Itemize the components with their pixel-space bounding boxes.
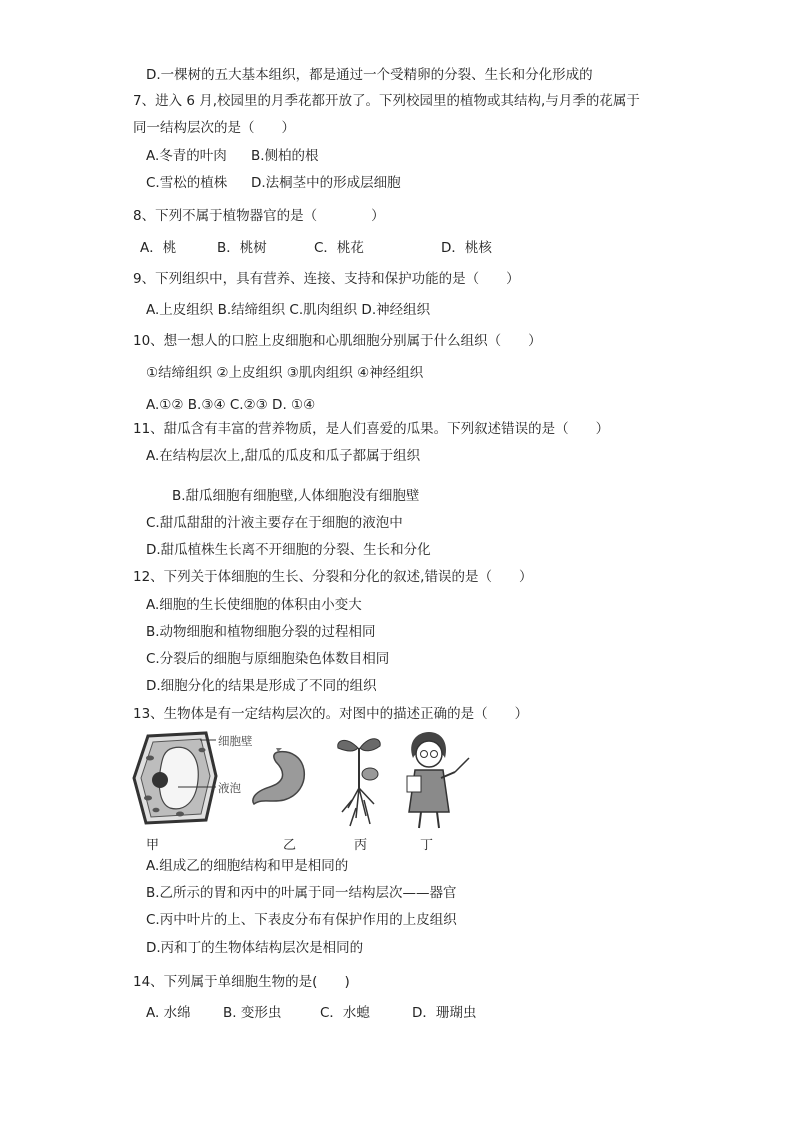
caption-ding: 丁 [420, 838, 434, 853]
q9-options: A.上皮组织 B.结缔组织 C.肌肉组织 D.神经组织 [146, 302, 431, 318]
teacher-figure [395, 728, 475, 833]
q7-stem-line1: 7、进入 6 月,校园里的月季花都开放了。下列校园里的植物或其结构,与月季的花属于 [133, 93, 640, 109]
q12-option-b: B.动物细胞和植物细胞分裂的过程相同 [146, 624, 376, 640]
caption-jia: 甲 [146, 838, 160, 853]
q10-stem: 10、想一想人的口腔上皮细胞和心肌细胞分别属于什么组织（ ） [133, 333, 542, 349]
stomach-figure [248, 748, 318, 808]
q7-option-a: A.冬青的叶肉 [146, 148, 227, 164]
q8-option-a: A．桃 [140, 240, 177, 256]
q13-option-d: D.丙和丁的生物体结构层次是相同的 [146, 940, 364, 956]
q13-option-b: B.乙所示的胃和丙中的叶属于同一结构层次——器官 [146, 885, 457, 901]
q14-option-c: C．水螅 [320, 1005, 370, 1021]
q11-stem: 11、甜瓜含有丰富的营养物质，是人们喜爱的瓜果。下列叙述错误的是（ ） [133, 421, 610, 437]
q8-option-d: D．桃核 [441, 240, 492, 256]
q10-items: ①结缔组织 ②上皮组织 ③肌肉组织 ④神经组织 [146, 365, 424, 381]
q9-stem: 9、下列组织中，具有营养、连接、支持和保护功能的是（ ） [133, 271, 520, 287]
q10-options: A.①② B.③④ C.②③ D. ①④ [146, 397, 316, 413]
q14-option-d: D．珊瑚虫 [412, 1005, 477, 1021]
q12-option-a: A.细胞的生长使细胞的体积由小变大 [146, 597, 362, 613]
cell-wall-label: 细胞壁 [218, 734, 253, 748]
q8-option-c: C．桃花 [314, 240, 364, 256]
q6-option-d: D.一棵树的五大基本组织，都是通过一个受精卵的分裂、生长和分化形成的 [146, 67, 593, 83]
q14-option-b: B. 变形虫 [223, 1005, 282, 1021]
vacuole-label: 液泡 [218, 781, 241, 795]
caption-yi: 乙 [283, 838, 297, 853]
q12-option-c: C.分裂后的细胞与原细胞染色体数目相同 [146, 651, 390, 667]
q12-option-d: D.细胞分化的结果是形成了不同的组织 [146, 678, 377, 694]
q8-stem: 8、下列不属于植物器官的是（ ） [133, 208, 385, 224]
q7-option-b: B.侧柏的根 [251, 148, 319, 164]
q7-option-d: D.法桐茎中的形成层细胞 [251, 175, 401, 191]
q8-option-b: B．桃树 [217, 240, 267, 256]
q13-option-c: C.丙中叶片的上、下表皮分布有保护作用的上皮组织 [146, 912, 457, 928]
seedling-figure [330, 728, 390, 833]
q7-stem-line2: 同一结构层次的是（ ） [133, 120, 295, 136]
q14-stem: 14、下列属于单细胞生物的是( ) [133, 974, 350, 990]
q7-option-c: C.雪松的植株 [146, 175, 228, 191]
caption-bing: 丙 [354, 838, 368, 853]
q11-option-d: D.甜瓜植株生长离不开细胞的分裂、生长和分化 [146, 542, 431, 558]
q13-option-a: A.组成乙的细胞结构和甲是相同的 [146, 858, 349, 874]
q11-option-c: C.甜瓜甜甜的汁液主要存在于细胞的液泡中 [146, 515, 403, 531]
q13-stem: 13、生物体是有一定结构层次的。对图中的描述正确的是（ ） [133, 706, 529, 722]
q12-stem: 12、下列关于体细胞的生长、分裂和分化的叙述,错误的是（ ） [133, 569, 533, 585]
q14-option-a: A. 水绵 [146, 1005, 191, 1021]
q11-option-a: A.在结构层次上,甜瓜的瓜皮和瓜子都属于组织 [146, 448, 421, 464]
q11-option-b: B.甜瓜细胞有细胞壁,人体细胞没有细胞壁 [172, 488, 420, 504]
